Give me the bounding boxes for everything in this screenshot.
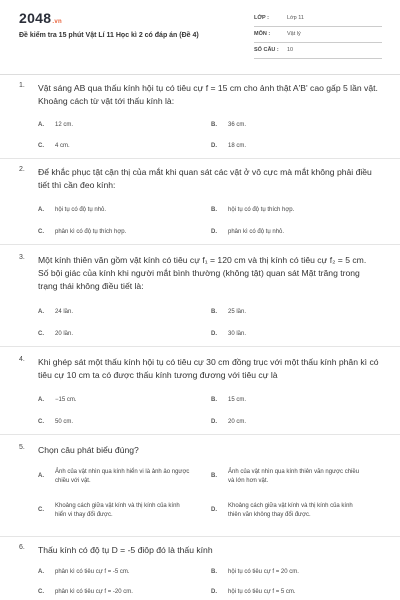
option-letter: A. (38, 473, 44, 479)
option-text: hội tụ có độ tụ nhỏ. (55, 207, 107, 213)
option-text: 15 cm. (228, 397, 247, 403)
question-number: 2. (19, 166, 25, 173)
meta-count-row (254, 44, 382, 59)
option-letter: D. (211, 419, 217, 425)
meta-class-row (254, 12, 382, 27)
meta-count-key: SỐ CÂU : (254, 47, 279, 53)
option-text: hội tụ có độ tụ thích hợp. (228, 207, 295, 213)
meta-subject-value: Vật lý (287, 31, 301, 37)
option-text: phân kì có tiêu cự f = -20 cm. (55, 589, 133, 595)
option-text: Khoảng cách giữa vật kính và thị kính của kính thiên văn không thay đổi được. (228, 503, 353, 518)
option-letter: C. (38, 419, 44, 425)
question-number: 6. (19, 544, 25, 551)
option-letter: C. (38, 229, 44, 235)
option-text: Ảnh của vật nhìn qua kính hiển vi là ảnh ảo ngược chiều với vật. (55, 469, 190, 484)
meta-subject-row (254, 28, 382, 43)
option-text: phân kì có độ tụ thích hợp. (55, 229, 127, 235)
question-number: 1. (19, 82, 25, 89)
logo-main: 2048 (19, 10, 52, 26)
meta-count-value: 10 (287, 47, 294, 53)
question-divider (0, 346, 400, 347)
option-text: 18 cm. (228, 143, 247, 149)
question-number: 3. (19, 254, 25, 261)
page-header (0, 0, 400, 62)
option-letter: D. (211, 143, 217, 149)
option-text: Khoảng cách giữa vật kính và thị kính của kính hiển vi thay đổi được. (55, 503, 180, 518)
option-letter: A. (38, 397, 44, 403)
option-text: 36 cm. (228, 122, 247, 128)
page-title: Đề kiểm tra 15 phút Vật Lí 11 Học kì 2 có đáp án (Đề 4) (19, 32, 199, 39)
option-text: phân kì có độ tụ nhỏ. (228, 229, 285, 235)
option-letter: C. (38, 589, 44, 595)
header-divider (0, 74, 400, 75)
option-text: 30 lần. (228, 331, 247, 337)
option-letter: B. (211, 569, 217, 575)
option-text: 25 lần. (228, 309, 247, 315)
question-text: Vật sáng AB qua thấu kính hội tụ có tiêu cự f = 15 cm cho ảnh thật A'B' cao gấp 5 lần vật. Khoảng cách từ vật tới thấu kính là: (38, 83, 378, 106)
question-text: Để khắc phục tật cận thị của mắt khi quan sát các vật ở vô cực mà mắt không phải điều tiết thì cần đeo kính: (38, 167, 372, 190)
question-text: Khi ghép sát một thấu kính hội tụ có tiêu cự 30 cm đồng trục với một thấu kính phân kì có tiêu cự 10 cm ta có được thấu kính tương đương với tiêu cự là (38, 357, 379, 380)
question-text: Một kính thiên văn gồm vật kính có tiêu cự f₁ = 120 cm và thị kính có tiêu cự f₂ = 5 cm. Số bội giác của kính khi người mắt bình thường (không tật) quan sát Mặt trăng trong trạng thái không điều tiết là: (38, 255, 367, 291)
option-letter: C. (38, 143, 44, 149)
option-letter: D. (211, 507, 217, 513)
meta-class-value: Lớp 11 (287, 15, 304, 21)
option-letter: D. (211, 331, 217, 337)
question-divider (0, 244, 400, 245)
option-letter: B. (211, 207, 217, 213)
question-divider (0, 158, 400, 159)
logo-suffix: .vn (52, 19, 62, 25)
option-letter: B. (211, 122, 217, 128)
option-letter: C. (38, 331, 44, 337)
option-text: −15 cm. (55, 397, 77, 403)
option-letter: D. (211, 589, 217, 595)
option-text: 12 cm. (55, 122, 74, 128)
option-text: 24 lần. (55, 309, 74, 315)
option-text: 4 cm. (55, 143, 70, 149)
site-logo[interactable] (19, 10, 62, 26)
option-text: 50 cm. (55, 419, 74, 425)
option-letter: A. (38, 207, 44, 213)
option-text: 20 lần. (55, 331, 74, 337)
question-text: Chọn câu phát biểu đúng? (38, 445, 139, 455)
question-number: 4. (19, 356, 25, 363)
meta-class-key: LỚP : (254, 15, 269, 21)
option-text: 20 cm. (228, 419, 247, 425)
option-letter: B. (211, 397, 217, 403)
option-text: phân kì có tiêu cự f = -5 cm. (55, 569, 130, 575)
option-text: hội tụ có tiêu cự f = 20 cm. (228, 569, 299, 575)
meta-subject-key: MÔN : (254, 31, 271, 37)
option-text: hội tụ có tiêu cự f = 5 cm. (228, 589, 296, 595)
question-divider (0, 434, 400, 435)
option-text: Ảnh của vật nhìn qua kính thiên văn ngược chiều và lớn hơn vật. (228, 469, 360, 484)
option-letter: A. (38, 309, 44, 315)
option-letter: A. (38, 569, 44, 575)
question-divider (0, 536, 400, 537)
option-letter: D. (211, 229, 217, 235)
option-letter: A. (38, 122, 44, 128)
option-letter: C. (38, 507, 44, 513)
question-text: Thấu kính có độ tụ D = -5 điôp đó là thấu kính (38, 545, 213, 555)
option-letter: B. (211, 309, 217, 315)
option-letter: B. (211, 473, 217, 479)
question-number: 5. (19, 444, 25, 451)
